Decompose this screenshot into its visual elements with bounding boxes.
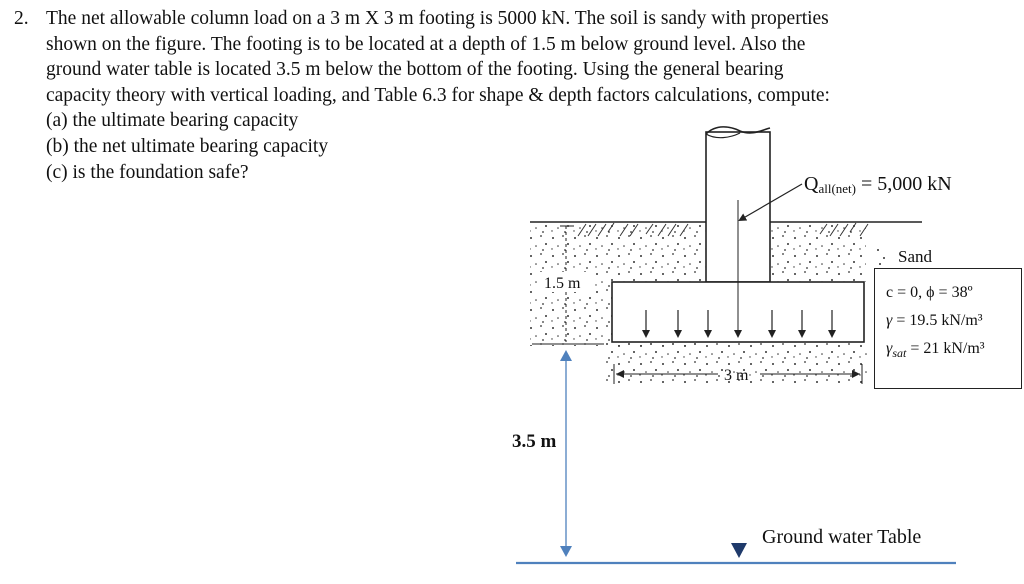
gwt-depth-dimension [512,350,572,557]
problem-number: 2. [14,8,29,29]
question-a: (a) the ultimate bearing capacity [46,110,299,132]
width-label: 3 m [724,367,749,384]
gwt-depth-label: 3.5 m [512,431,557,452]
problem-line-3: ground water table is located 3.5 m below the bottom of the footing. Using the general bearing [46,59,784,81]
prop-gamma: γ = 19.5 kN/m³ [886,312,983,329]
question-c: (c) is the foundation safe? [46,161,249,183]
problem-line-4: capacity theory with vertical loading, and Table 6.3 for shape & depth factors calculations, compute: [46,84,830,106]
depth-label: 1.5 m [544,275,581,292]
problem-line-2: shown on the figure. The footing is to be located at a depth of 1.5 m below ground level. Also the [46,33,806,55]
prop-c-phi: c = 0, ϕ = 38º [886,284,973,301]
gwt-label: Ground water Table [762,526,922,548]
gwt-marker-icon [731,543,747,558]
load-label: Qall(net) = 5,000 kN [804,173,952,196]
prop-gamma-sat: $\gamma_{sat} = 21$ kN/m³ [886,340,985,361]
soil-type-label: Sand [898,247,932,266]
problem-line-1: The net allowable column load on a 3 m X 3 m footing is 5000 kN. The soil is sandy with properties [46,8,829,29]
question-b: (b) the net ultimate bearing capacity [46,135,329,157]
